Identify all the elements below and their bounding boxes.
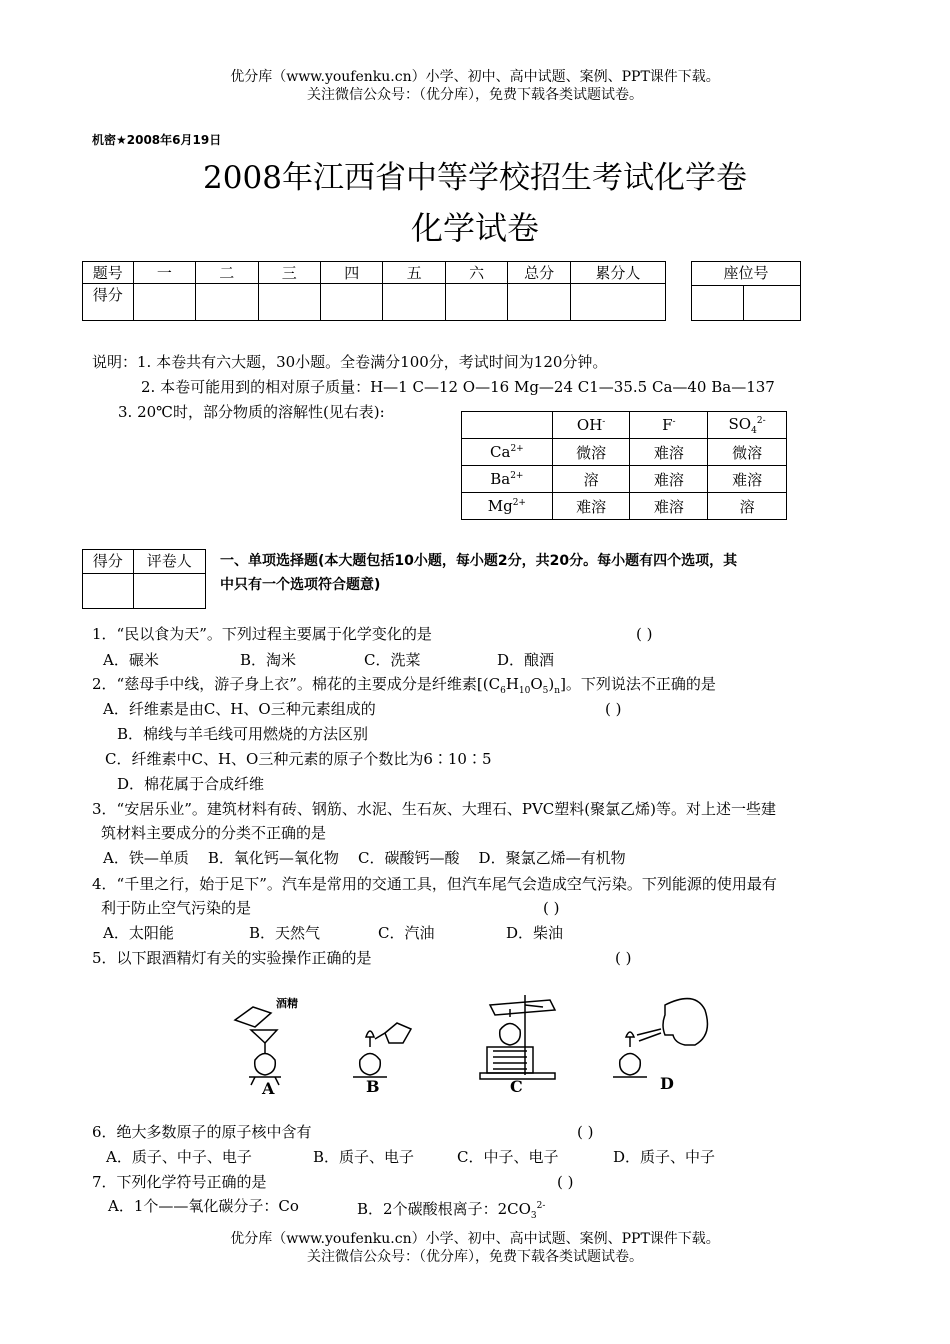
anion-header (708, 412, 787, 439)
figure-d-drawing (613, 999, 707, 1077)
option: A．质子、中子、电子 (106, 1148, 252, 1166)
grader-score-cell[interactable] (83, 574, 134, 609)
score-header-cell: 三 (258, 262, 320, 284)
option: C．中子、电子 (457, 1148, 559, 1166)
solubility-cell: 难溶 (630, 493, 708, 520)
option: B．淘米 (240, 651, 297, 669)
confidential-date: 机密★2008年6月19日 (92, 133, 222, 147)
anion-symbol: F (662, 416, 673, 434)
q2-text: ) (548, 675, 555, 693)
option: A．1个——氧化碳分子：Co (108, 1197, 299, 1215)
anion-charge: - (602, 417, 606, 427)
figure-label: B (366, 1077, 380, 1096)
solubility-cell: 难溶 (552, 493, 630, 520)
seat-input-cell[interactable] (692, 286, 744, 321)
section-1-heading: 一、单项选择题(本大题包括10小题，每小题2分，共20分。每小题有四个选项，其 (220, 553, 738, 569)
q2-text: O (530, 675, 543, 693)
cation-charge: 2+ (510, 471, 524, 481)
score-table (82, 261, 666, 321)
q2-text: H (505, 675, 519, 693)
alcohol-label: 酒精 (276, 997, 298, 1010)
grader-score-label: 得分 (83, 550, 134, 574)
figure-b-drawing (353, 1023, 411, 1077)
question-2 (92, 674, 716, 701)
score-input-cell[interactable] (133, 284, 195, 321)
option: C．汽油 (378, 924, 435, 942)
score-input-cell[interactable] (383, 284, 445, 321)
option: D．质子、中子 (613, 1148, 716, 1166)
score-row-label: 得分 (83, 284, 134, 321)
option: B．天然气 (249, 924, 321, 942)
question-7: 7．下列化学符号正确的是 (92, 1173, 267, 1191)
cation-header (462, 493, 553, 520)
solubility-cell: 溶 (708, 493, 787, 520)
cation-charge: 2+ (510, 444, 524, 454)
answer-bracket[interactable]: ( ) (543, 899, 560, 917)
question-3-cont: 筑材料主要成分的分类不正确的是 (101, 824, 327, 842)
q2-sub: 5 (542, 686, 549, 696)
q7-b-text: B．2个碳酸根离子：2CO (357, 1200, 531, 1218)
score-header-cell: 五 (383, 262, 445, 284)
score-header-cell: 一 (133, 262, 195, 284)
cation-charge: 2+ (512, 498, 526, 508)
section-1-heading-cont: 中只有一个选项符合题意) (220, 577, 381, 593)
grader-name-cell[interactable] (133, 574, 205, 609)
q5-lamp-figure (225, 985, 715, 1100)
question-1: 1．“民以食为天”。下列过程主要属于化学变化的是 (92, 625, 432, 643)
score-input-cell[interactable] (196, 284, 258, 321)
grader-name-label: 评卷人 (133, 550, 205, 574)
score-header-cell: 总分 (508, 262, 570, 284)
option: A．纤维素是由C、H、O三种元素组成的 (103, 700, 376, 718)
q7-b-sub: 3 (530, 1211, 537, 1221)
option: A．太阳能 (103, 924, 174, 942)
anion-header (552, 412, 630, 439)
q7-b-sup: 2- (536, 1201, 546, 1211)
figure-label: A (262, 1079, 275, 1098)
page-subtitle: 化学试卷 (410, 209, 539, 247)
q2-text: ]。下列说法不正确的是 (560, 675, 716, 693)
solubility-cell: 微溶 (708, 439, 787, 466)
header-line-1: 优分库（www.youfenku.cn）小学、初中、高中试题、案例、PPT课件下载。 (230, 69, 720, 85)
solubility-cell: 难溶 (630, 466, 708, 493)
anion-symbol: OH (576, 416, 603, 434)
question-4: 4．“千里之行，始于足下”。汽车是常用的交通工具，但汽车尾气会造成空气污染。下列能源的使用最有 (92, 875, 777, 893)
figure-label: D (660, 1074, 674, 1093)
option: C．洗菜 (364, 651, 421, 669)
question-4-cont: 利于防止空气污染的是 (101, 899, 252, 917)
option: A．铁—单质 B．氧化钙—氧化物 C．碳酸钙—酸 D．聚氯乙烯—有机物 (103, 849, 626, 867)
option: D．棉花属于合成纤维 (117, 775, 265, 793)
anion-subscript: 4 (751, 425, 757, 436)
cation-header (462, 466, 553, 493)
answer-bracket[interactable]: ( ) (636, 625, 653, 643)
score-input-cell[interactable] (258, 284, 320, 321)
score-header-cell: 六 (445, 262, 507, 284)
score-header-cell: 二 (196, 262, 258, 284)
q2-sub: 10 (518, 686, 531, 696)
answer-bracket[interactable]: ( ) (615, 949, 632, 967)
note-2: 2. 本卷可能用到的相对原子质量：H—1 C—12 O—16 Mg—24 C1—35.5 Ca—40 Ba—137 (141, 378, 775, 396)
solubility-cell: 难溶 (708, 466, 787, 493)
option: B．棉线与羊毛线可用燃烧的方法区别 (117, 725, 369, 743)
page-title: 2008年江西省中等学校招生考试化学卷 (203, 160, 747, 196)
question-6: 6．绝大多数原子的原子核中含有 (92, 1123, 312, 1141)
option: D．酿酒 (497, 651, 555, 669)
figure-label: C (510, 1077, 523, 1096)
cation-header (462, 439, 553, 466)
option: D．柴油 (506, 924, 564, 942)
figure-c-drawing (480, 995, 555, 1079)
solubility-cell: 难溶 (630, 439, 708, 466)
option (357, 1196, 545, 1226)
score-header-cell: 题号 (83, 262, 134, 284)
solubility-corner (462, 412, 553, 439)
score-header-cell: 累分人 (570, 262, 665, 284)
q2-sub: 6 (500, 686, 506, 696)
cation-symbol: Ca (490, 443, 511, 461)
note-3: 3. 20℃时，部分物质的溶解性(见右表): (118, 403, 385, 421)
score-input-cell[interactable] (321, 284, 383, 321)
note-1: 说明：1. 本卷共有六大题，30小题。全卷满分100分，考试时间为120分钟。 (92, 353, 608, 371)
cation-symbol: Ba (490, 470, 511, 488)
answer-bracket[interactable]: ( ) (605, 700, 622, 718)
footer-line-1: 优分库（www.youfenku.cn）小学、初中、高中试题、案例、PPT课件下载。 (230, 1231, 720, 1247)
option: C．纤维素中C、H、O三种元素的原子个数比为6∶10∶5 (105, 750, 492, 768)
option: B．质子、电子 (313, 1148, 415, 1166)
cation-symbol: Mg (487, 497, 513, 515)
header-line-2: 关注微信公众号：（优分库），免费下载各类试题试卷。 (307, 87, 643, 103)
seat-table (691, 261, 801, 321)
seat-label: 座位号 (692, 262, 801, 286)
solubility-cell: 溶 (552, 466, 630, 493)
anion-symbol: SO (728, 414, 752, 433)
option: A．碾米 (103, 651, 159, 669)
score-input-cell[interactable] (445, 284, 507, 321)
grader-table (82, 549, 206, 609)
answer-bracket[interactable]: ( ) (557, 1173, 574, 1191)
seat-input-cell[interactable] (743, 286, 800, 321)
answer-bracket[interactable]: ( ) (577, 1123, 594, 1141)
solubility-table (461, 411, 787, 520)
score-input-cell[interactable] (508, 284, 570, 321)
footer-line-2: 关注微信公众号：（优分库），免费下载各类试题试卷。 (307, 1249, 643, 1265)
score-input-cell[interactable] (570, 284, 665, 321)
anion-header (630, 412, 708, 439)
anion-charge: 2- (756, 415, 766, 426)
question-3: 3．“安居乐业”。建筑材料有砖、钢筋、水泥、生石灰、大理石、PVC塑料(聚氯乙烯)等。对上述一些建 (92, 800, 776, 818)
q2-sub: n (554, 686, 561, 696)
score-header-cell: 四 (321, 262, 383, 284)
question-5: 5．以下跟酒精灯有关的实验操作正确的是 (92, 949, 372, 967)
anion-charge: - (672, 417, 676, 427)
solubility-cell: 微溶 (552, 439, 630, 466)
figure-a-drawing (235, 1007, 281, 1085)
q2-text: 2．“慈母手中线，游子身上衣”。棉花的主要成分是纤维素[(C (92, 675, 501, 693)
